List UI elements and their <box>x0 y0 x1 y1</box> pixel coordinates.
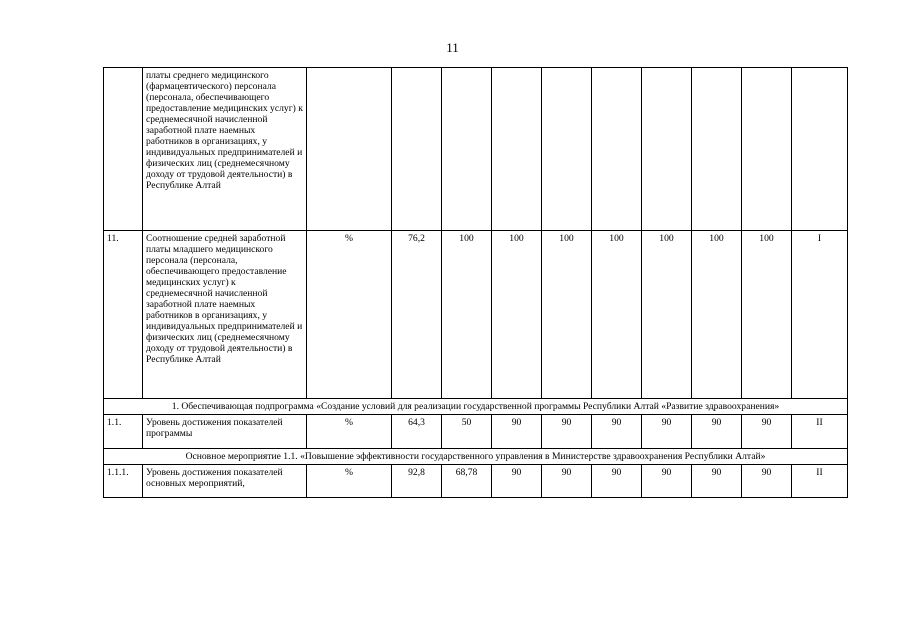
row-number: 11. <box>104 231 143 399</box>
value-cell: 90 <box>642 415 692 449</box>
value-cell: 90 <box>692 415 742 449</box>
table-row <box>104 465 848 498</box>
type-cell <box>792 68 848 231</box>
value-cell <box>542 68 592 231</box>
value-cell: 90 <box>592 415 642 449</box>
table-row <box>104 68 848 231</box>
value-cell <box>592 68 642 231</box>
indicator-name: Уровень достижения показателей основных мероприятий, <box>143 465 307 498</box>
value-cell: 90 <box>492 465 542 498</box>
value-cell: 90 <box>492 415 542 449</box>
unit-cell: % <box>307 231 392 399</box>
section-row <box>104 399 848 415</box>
row-number: 1.1. <box>104 415 143 449</box>
indicator-name: платы среднего медицинского (фармацевтического) персонала (персонала, обеспечивающего предоставление медицинских услуг) к среднемесячной начисленной заработной плате наемных работников в организациях, у индивидуальных предпринимателей и физических лиц (среднемесячному доходу от трудовой деятельности) в Республике Алтай <box>143 68 307 231</box>
value-cell: 90 <box>542 415 592 449</box>
unit-cell <box>307 68 392 231</box>
value-cell: 76,2 <box>392 231 442 399</box>
type-cell: II <box>792 465 848 498</box>
value-cell <box>742 68 792 231</box>
value-cell: 100 <box>692 231 742 399</box>
value-cell: 92,8 <box>392 465 442 498</box>
table-row <box>104 415 848 449</box>
section-row <box>104 449 848 465</box>
value-cell <box>392 68 442 231</box>
section-heading: 1. Обеспечивающая подпрограмма «Создание условий для реализации государственной программы Республики Алтай «Развитие здравоохранения» <box>104 399 848 415</box>
row-number: 1.1.1. <box>104 465 143 498</box>
value-cell: 64,3 <box>392 415 442 449</box>
table-row <box>104 231 848 399</box>
unit-cell: % <box>307 465 392 498</box>
value-cell <box>692 68 742 231</box>
value-cell: 90 <box>742 415 792 449</box>
type-cell: I <box>792 231 848 399</box>
value-cell: 100 <box>642 231 692 399</box>
value-cell: 100 <box>492 231 542 399</box>
value-cell: 90 <box>642 465 692 498</box>
value-cell: 100 <box>542 231 592 399</box>
row-number <box>104 68 143 231</box>
indicator-name: Уровень достижения показателей программы <box>143 415 307 449</box>
indicators-table <box>103 67 848 498</box>
value-cell: 100 <box>742 231 792 399</box>
value-cell: 50 <box>442 415 492 449</box>
value-cell: 90 <box>692 465 742 498</box>
type-cell: II <box>792 415 848 449</box>
unit-cell: % <box>307 415 392 449</box>
value-cell: 68,78 <box>442 465 492 498</box>
value-cell: 100 <box>442 231 492 399</box>
value-cell: 90 <box>742 465 792 498</box>
value-cell: 90 <box>592 465 642 498</box>
value-cell: 90 <box>542 465 592 498</box>
indicator-name: Соотношение средней заработной платы младшего медицинского персонала (персонала, обеспечивающего предоставление медицинских услуг) к среднемесячной начисленной заработной плате наемных работников в организациях, у индивидуальных предпринимателей и физических лиц (среднемесячному доходу от трудовой деятельности) в Республике Алтай <box>143 231 307 399</box>
value-cell <box>442 68 492 231</box>
value-cell <box>642 68 692 231</box>
value-cell <box>492 68 542 231</box>
page-number: 11 <box>446 40 459 55</box>
value-cell: 100 <box>592 231 642 399</box>
section-heading: Основное мероприятие 1.1. «Повышение эффективности государственного управления в Министерстве здравоохранения Республики Алтай» <box>104 449 848 465</box>
